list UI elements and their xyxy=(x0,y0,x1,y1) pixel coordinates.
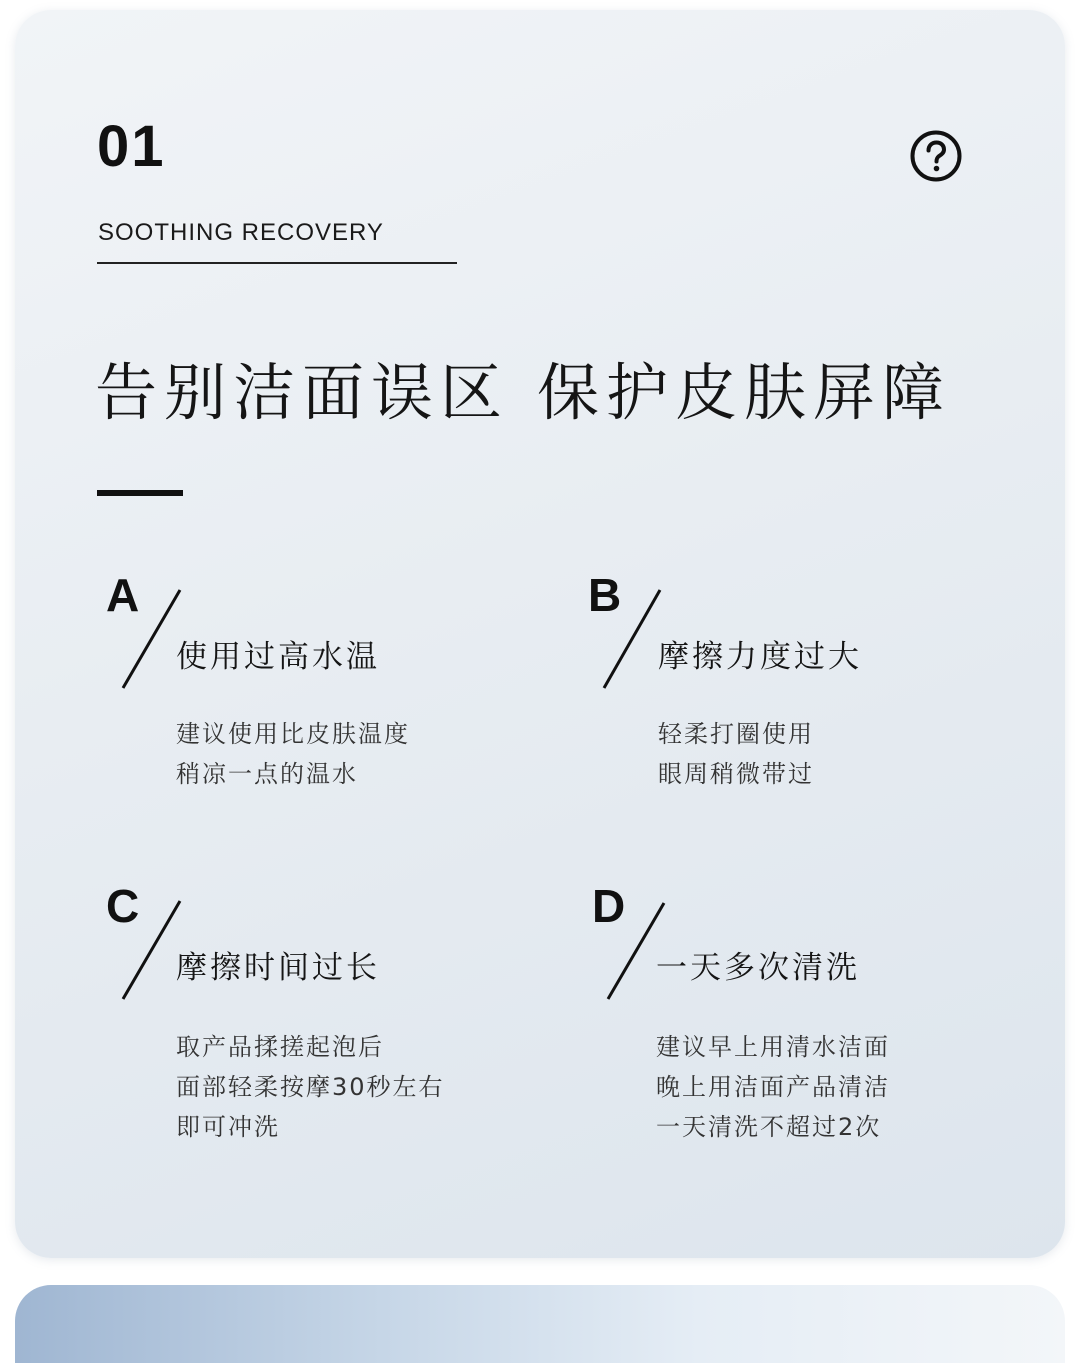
tip-card-c xyxy=(98,880,518,1203)
section-subtitle: SOOTHING RECOVERY xyxy=(98,219,384,246)
tip-card-b xyxy=(580,569,1000,892)
tip-letter: B xyxy=(588,569,622,621)
tip-title: 摩擦力度过大 xyxy=(658,639,862,675)
headline-part-1: 告别洁面误区 xyxy=(95,356,510,429)
tip-description xyxy=(656,1027,890,1147)
slash-divider-icon xyxy=(580,569,670,692)
slash-divider-icon xyxy=(98,569,188,692)
headline-part-2: 保护皮肤屏障 xyxy=(537,356,952,429)
tip-line: 取产品揉搓起泡后 xyxy=(176,1033,384,1061)
tip-title: 使用过高水温 xyxy=(176,639,380,675)
tip-card-d xyxy=(584,880,1004,1203)
tip-line: 轻柔打圈使用 xyxy=(658,720,814,748)
tip-description xyxy=(176,1027,445,1147)
tip-line: 面部轻柔按摩30秒左右 xyxy=(176,1073,445,1101)
tip-line: 即可冲洗 xyxy=(176,1113,280,1141)
tip-description xyxy=(176,714,410,794)
section-number: 01 xyxy=(97,114,166,179)
tip-title: 一天多次清洗 xyxy=(656,950,860,986)
headline-divider xyxy=(97,490,183,496)
tip-letter: C xyxy=(106,880,140,932)
slash-divider-icon xyxy=(98,880,188,1003)
tip-letter: D xyxy=(592,880,626,932)
tip-title: 摩擦时间过长 xyxy=(176,950,380,986)
tip-letter: A xyxy=(106,569,140,621)
tip-line: 建议使用比皮肤温度 xyxy=(176,720,410,748)
tip-line: 稍凉一点的温水 xyxy=(176,760,358,788)
next-section-card xyxy=(15,1285,1065,1363)
tip-line: 晚上用洁面产品清洁 xyxy=(656,1073,890,1101)
tip-line: 眼周稍微带过 xyxy=(658,760,814,788)
question-circle-icon[interactable] xyxy=(910,130,962,182)
subtitle-divider xyxy=(97,262,457,264)
tip-description xyxy=(658,714,814,794)
tip-line: 一天清洗不超过2次 xyxy=(656,1113,882,1141)
tip-line: 建议早上用清水洁面 xyxy=(656,1033,890,1061)
headline xyxy=(95,356,952,429)
tip-card-a xyxy=(98,569,518,892)
